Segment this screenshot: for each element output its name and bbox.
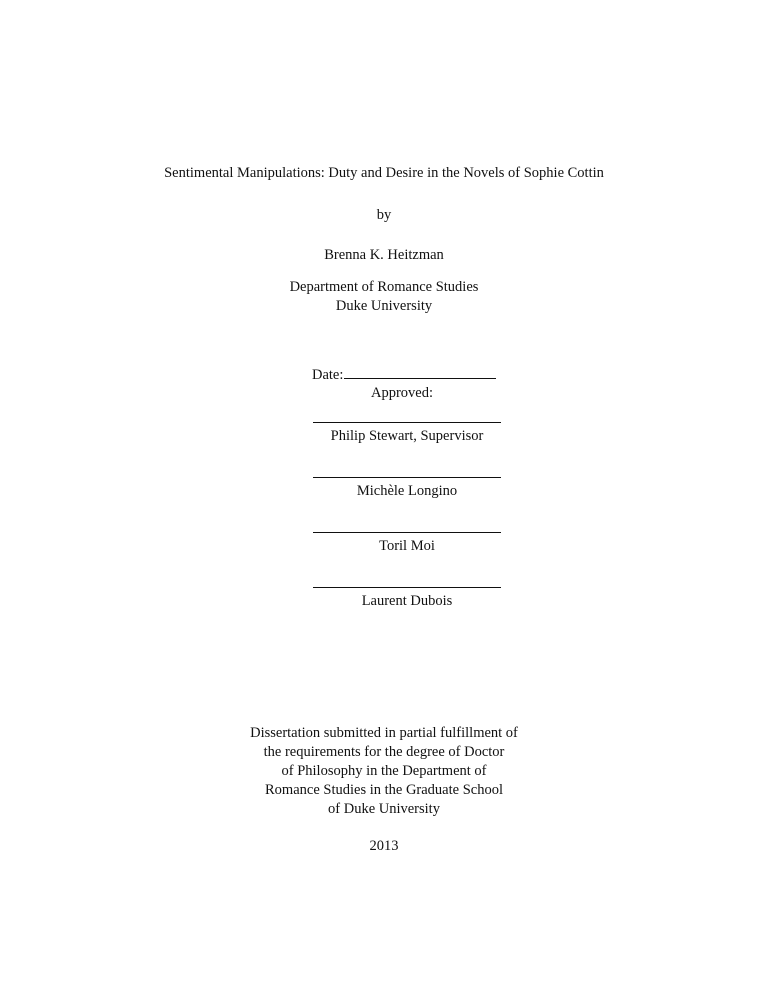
author-name: Brenna K. Heitzman — [324, 247, 444, 263]
signature-rule — [313, 477, 501, 478]
statement-line: of Duke University — [328, 801, 440, 817]
year: 2013 — [369, 838, 399, 854]
committee-member-name: Laurent Dubois — [361, 593, 453, 609]
approved-label: Approved: — [370, 385, 433, 401]
committee-signature-4 — [313, 587, 501, 610]
signature-rule — [313, 422, 501, 423]
committee-member-name: Michèle Longino — [356, 483, 458, 499]
statement-line: of Philosophy in the Department of — [281, 763, 487, 779]
committee-signature-1 — [313, 422, 501, 445]
statement-line: Romance Studies in the Graduate School — [265, 782, 503, 798]
committee-member-name: Toril Moi — [379, 538, 435, 554]
date-line — [312, 364, 496, 384]
date-label: Date: — [312, 367, 344, 383]
date-signature-rule — [344, 364, 496, 379]
committee-member-name: Philip Stewart, Supervisor — [330, 428, 484, 444]
dissertation-title: Sentimental Manipulations: Duty and Desire in the Novels of Sophie Cottin — [164, 165, 604, 181]
statement-line: Dissertation submitted in partial fulfillment of — [250, 725, 518, 741]
signature-rule — [313, 532, 501, 533]
committee-signature-3 — [313, 532, 501, 555]
by-line: by — [376, 207, 392, 223]
department-name: Department of Romance Studies — [289, 279, 479, 295]
committee-signature-2 — [313, 477, 501, 500]
university-name: Duke University — [335, 298, 433, 314]
signature-rule — [313, 587, 501, 588]
statement-line: the requirements for the degree of Doctor — [263, 744, 505, 760]
